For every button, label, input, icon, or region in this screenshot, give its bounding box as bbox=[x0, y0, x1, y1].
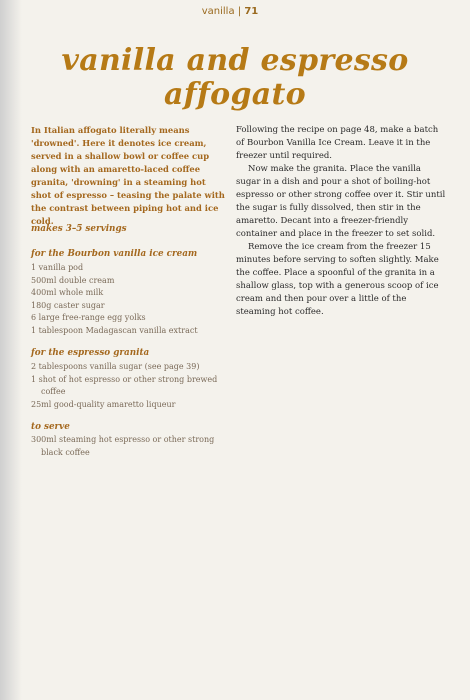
running-header bbox=[150, 6, 310, 17]
method-text bbox=[236, 124, 446, 319]
section-name: vanilla | bbox=[201, 6, 242, 17]
method-step-3: Remove the ice cream from the freezer 15 minutes before serving to soften slightly. Make the coffee. Place a spoonful of the granita in a shallow glass, top with a generous scoop of ice cream and then pour over a little of the steaming hot coffee. bbox=[236, 242, 439, 317]
ingredient-item: 400ml whole milk bbox=[31, 288, 104, 297]
recipe-intro: In Italian affogato literally means 'drowned'. Here it denotes ice cream, served in a shallow bowl or coffee cup along with an amaretto-laced coffee granita, 'drowning' in a steaming hot shot of espresso – teasing the palate with the contrast between piping hot and ice cold. bbox=[31, 125, 225, 226]
ice-cream-heading: for the Bourbon vanilla ice cream bbox=[31, 249, 198, 259]
ingredient-item: 1 vanilla pod bbox=[31, 263, 84, 272]
ingredient-item: 25ml good-quality amaretto liqueur bbox=[31, 399, 176, 409]
page-number: 71 bbox=[244, 6, 259, 17]
servings: makes 3–5 servings bbox=[31, 224, 127, 234]
title-line-2: affogato bbox=[164, 77, 306, 112]
title-line-1: vanilla and espresso bbox=[61, 43, 409, 78]
granita-ingredients bbox=[31, 361, 226, 411]
ingredient-item: 2 tablespoons vanilla sugar (see page 39) bbox=[31, 362, 200, 371]
recipe-title bbox=[20, 44, 450, 112]
ingredient-item: 500ml double cream bbox=[31, 275, 115, 285]
page-gutter-shadow bbox=[0, 0, 22, 700]
serve-heading: to serve bbox=[31, 422, 70, 432]
method-step-1: Following the recipe on page 48, make a batch of Bourbon Vanilla Ice Cream. Leave it in the freezer until required. bbox=[236, 125, 439, 161]
ingredient-item: 6 large free-range egg yolks bbox=[31, 313, 146, 322]
ingredient-item: 1 tablespoon Madagascan vanilla extract bbox=[31, 325, 198, 335]
ice-cream-ingredients bbox=[31, 262, 226, 337]
ingredient-item: 180g caster sugar bbox=[31, 300, 105, 310]
ingredient-item: 1 shot of hot espresso or other strong brewed coffee bbox=[31, 374, 218, 396]
ingredient-item: 300ml steaming hot espresso or other strong black coffee bbox=[31, 435, 215, 457]
granita-heading: for the espresso granita bbox=[31, 348, 150, 358]
serve-ingredients bbox=[31, 434, 226, 459]
method-step-2: Now make the granita. Place the vanilla sugar in a dish and pour a shot of boiling-hot espresso or other strong coffee over it. Stir until the sugar is fully dissolved, then stir in the amaretto. Decant into a freezer-friendly container and place in the freezer to set solid. bbox=[236, 164, 446, 239]
